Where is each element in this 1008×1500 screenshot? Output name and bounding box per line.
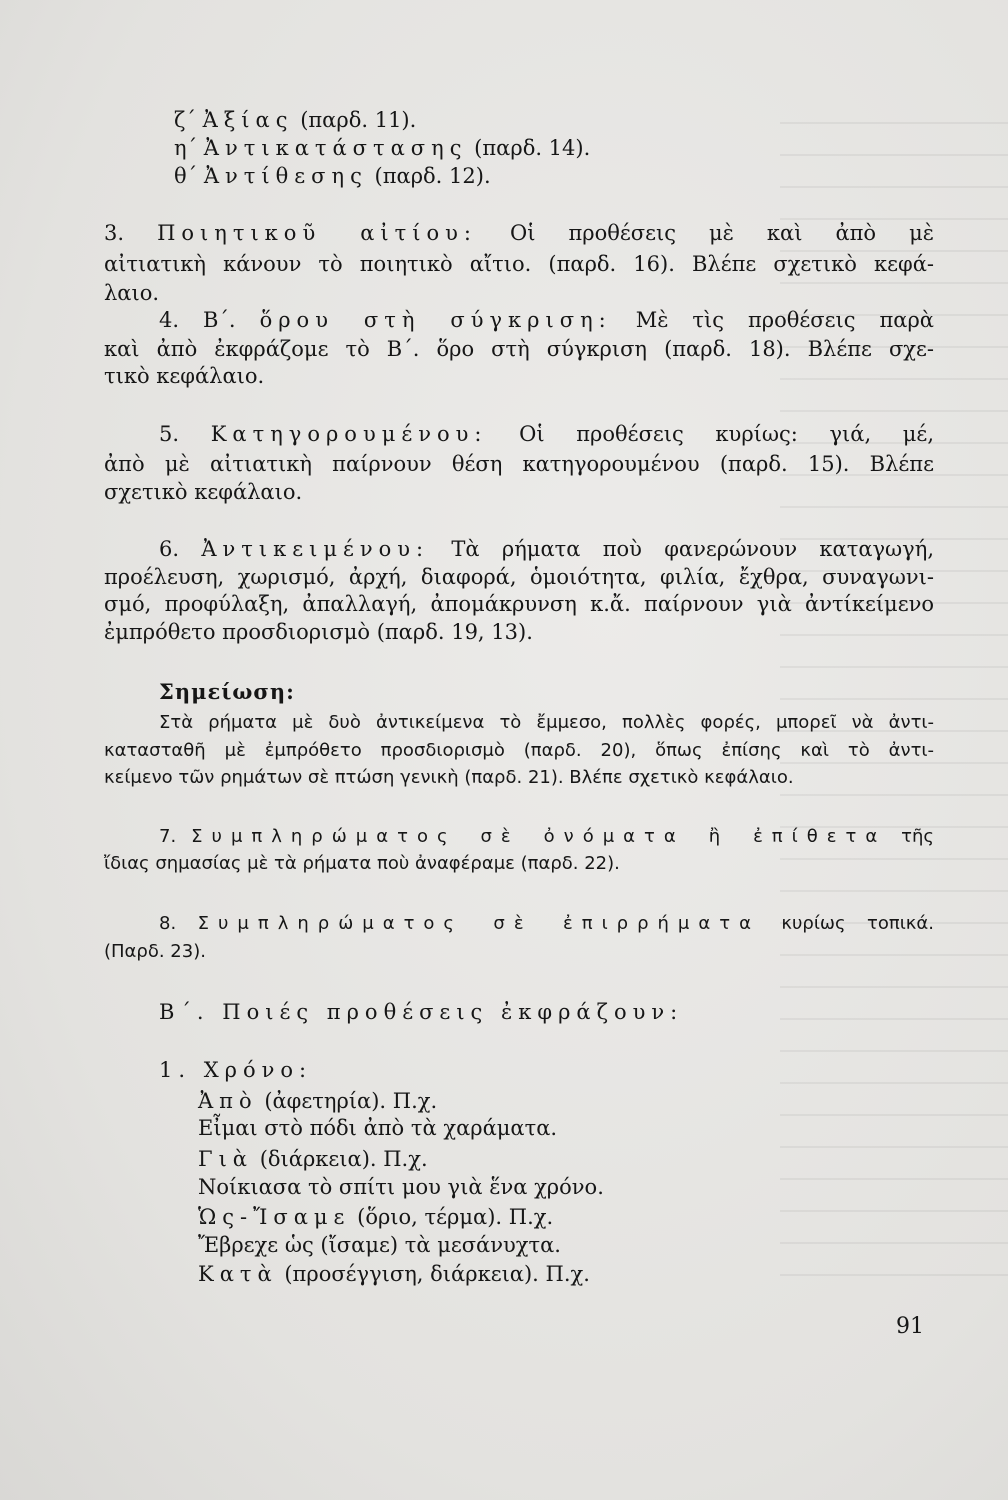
para6-line2: προέλευση, χωρισμό, ἀρχή, διαφορά, ὁμοιότητα, φιλία, ἔχθρα, συναγωνι- <box>104 565 934 589</box>
note-line1: Στὰ ρήματα μὲ δυὸ ἀντικείμενα τὸ ἔμμεσο, πολλὲς φορές, μπορεῖ νὰ ἀντι- <box>159 712 934 733</box>
time-heading: 1. Χρόνο: <box>159 1058 313 1082</box>
para-number: 6. <box>159 537 180 561</box>
item-term: Ἀξίας <box>202 108 294 132</box>
para-term: Συμπληρώματος σὲ ὀνόματα ἢ ἐπίθετα <box>191 826 887 847</box>
para5-line3: σχετικὸ κεφάλαιο. <box>104 480 303 504</box>
para5-line2: ἀπὸ μὲ αἰτιατικὴ παίρνουν θέση κατηγορουμένου (παρδ. 15). Βλέπε <box>104 452 934 476</box>
time-os <box>198 1203 553 1231</box>
para6-line4: ἐμπρόθετο προσδιορισμὸ (παρδ. 19, 13). <box>104 620 533 644</box>
para7-line2: ἴδιας σημασίας μὲ τὰ ρήματα ποὺ ἀναφέραμε (παρδ. 22). <box>104 853 620 874</box>
section-heading: Β΄. Ποιές προθέσεις ἐκφράζουν: <box>159 1000 684 1024</box>
para-number: 8. <box>159 913 177 934</box>
item-term: Ἀντίθεσης <box>203 164 368 188</box>
time-os-example: Ἔβρεχε ὡς (ἴσαμε) τὰ μεσάνυχτα. <box>198 1233 561 1257</box>
para4-line2: καὶ ἀπὸ ἐκφράζομε τὸ Β΄. ὅρο στὴ σύγκριση (παρδ. 18). Βλέπε σχε- <box>104 337 934 361</box>
note-line2: κατασταθῆ μὲ ἐμπρόθετο προσδιορισμὸ (παρδ. 20), ὅπως ἐπίσης καὶ τὸ ἀντι- <box>104 740 934 761</box>
line-theta <box>174 162 491 190</box>
item-number: η΄ <box>174 136 198 160</box>
para-text: τῆς <box>901 826 934 847</box>
para4-line3: τικὸ κεφάλαιο. <box>104 364 265 388</box>
prep-term: Ἀπὸ <box>198 1089 258 1113</box>
para-term: Κατηγορουμένου: <box>210 422 488 446</box>
item-term: Ἀντικατάστασης <box>203 136 468 160</box>
prep-gloss: (ἀφετηρία). Π.χ. <box>264 1089 438 1113</box>
para-text: Μὲ τὶς προθέσεις παρὰ <box>635 308 934 332</box>
para3-line2: αἰτιατικὴ κάνουν τὸ ποιητικὸ αἴτιο. (παρδ. 16). Βλέπε σχετικὸ κεφά- <box>104 252 934 276</box>
para-term: Ἀντικειμένου: <box>201 537 430 561</box>
para-number: 7. <box>159 826 177 847</box>
time-kata <box>198 1260 590 1288</box>
para6-line1 <box>159 535 934 563</box>
para-number: 4. Β΄. <box>159 308 236 332</box>
para-text: Τὰ ρήματα ποὺ φανερώνουν καταγωγή, <box>451 537 934 561</box>
para5-line1 <box>159 420 934 448</box>
prep-gloss: (διάρκεια). Π.χ. <box>259 1147 428 1171</box>
para-text: κυρίως τοπικά. <box>781 913 934 934</box>
prep-gloss: (ὅριο, τέρμα). Π.χ. <box>357 1205 554 1229</box>
para-text: Οἱ προθέσεις μὲ καὶ ἀπὸ μὲ <box>510 221 934 245</box>
time-apo-example: Εἶμαι στὸ πόδι ἀπὸ τὰ χαράματα. <box>198 1116 558 1140</box>
prep-term: Κατὰ <box>198 1262 278 1286</box>
line-zeta <box>174 106 416 134</box>
time-apo <box>198 1087 437 1115</box>
para7-line1 <box>159 823 934 851</box>
prep-term: Ὡς-Ἴσαμε <box>198 1205 351 1229</box>
para-text: Οἱ προθέσεις κυρίως: γιά, μέ, <box>519 422 934 446</box>
item-reference: (παρδ. 11). <box>300 108 417 132</box>
item-number: ζ΄ <box>174 108 196 132</box>
para3-line1 <box>104 219 934 247</box>
item-reference: (παρδ. 12). <box>374 164 491 188</box>
page-number: 91 <box>896 1314 924 1339</box>
note-line3: κείμενο τῶν ρημάτων σὲ πτώση γενικὴ (παρδ. 21). Βλέπε σχετικὸ κεφάλαιο. <box>104 767 794 788</box>
para-term: Ποιητικοῦ αἰτίου: <box>157 221 477 245</box>
note-heading: Σημείωση: <box>159 679 295 704</box>
para-term: ὅρου στὴ σύγκριση: <box>259 308 612 332</box>
para-number: 3. <box>104 221 125 245</box>
para4-line1 <box>159 306 934 334</box>
para-term: Συμπληρώματος σὲ ἐπιρρήματα <box>197 913 760 934</box>
time-gia-example: Νοίκιασα τὸ σπίτι μου γιὰ ἕνα χρόνο. <box>198 1175 604 1199</box>
line-eta <box>174 134 590 162</box>
time-gia <box>198 1145 428 1173</box>
para3-line3: λαιο. <box>104 281 160 305</box>
item-reference: (παρδ. 14). <box>474 136 591 160</box>
bleed-through-text <box>780 100 1008 1300</box>
para6-line3: σμό, προφύλαξη, ἀπαλλαγή, ἀπομάκρυνση κ.ἄ. παίρνουν γιὰ ἀντίκείμενο <box>104 592 934 616</box>
prep-gloss: (προσέγγιση, διάρκεια). Π.χ. <box>284 1262 590 1286</box>
para8-line1 <box>159 910 934 938</box>
para-number: 5. <box>159 422 180 446</box>
item-number: θ΄ <box>174 164 198 188</box>
para8-line2: (Παρδ. 23). <box>104 941 206 962</box>
prep-term: Γιὰ <box>198 1147 253 1171</box>
